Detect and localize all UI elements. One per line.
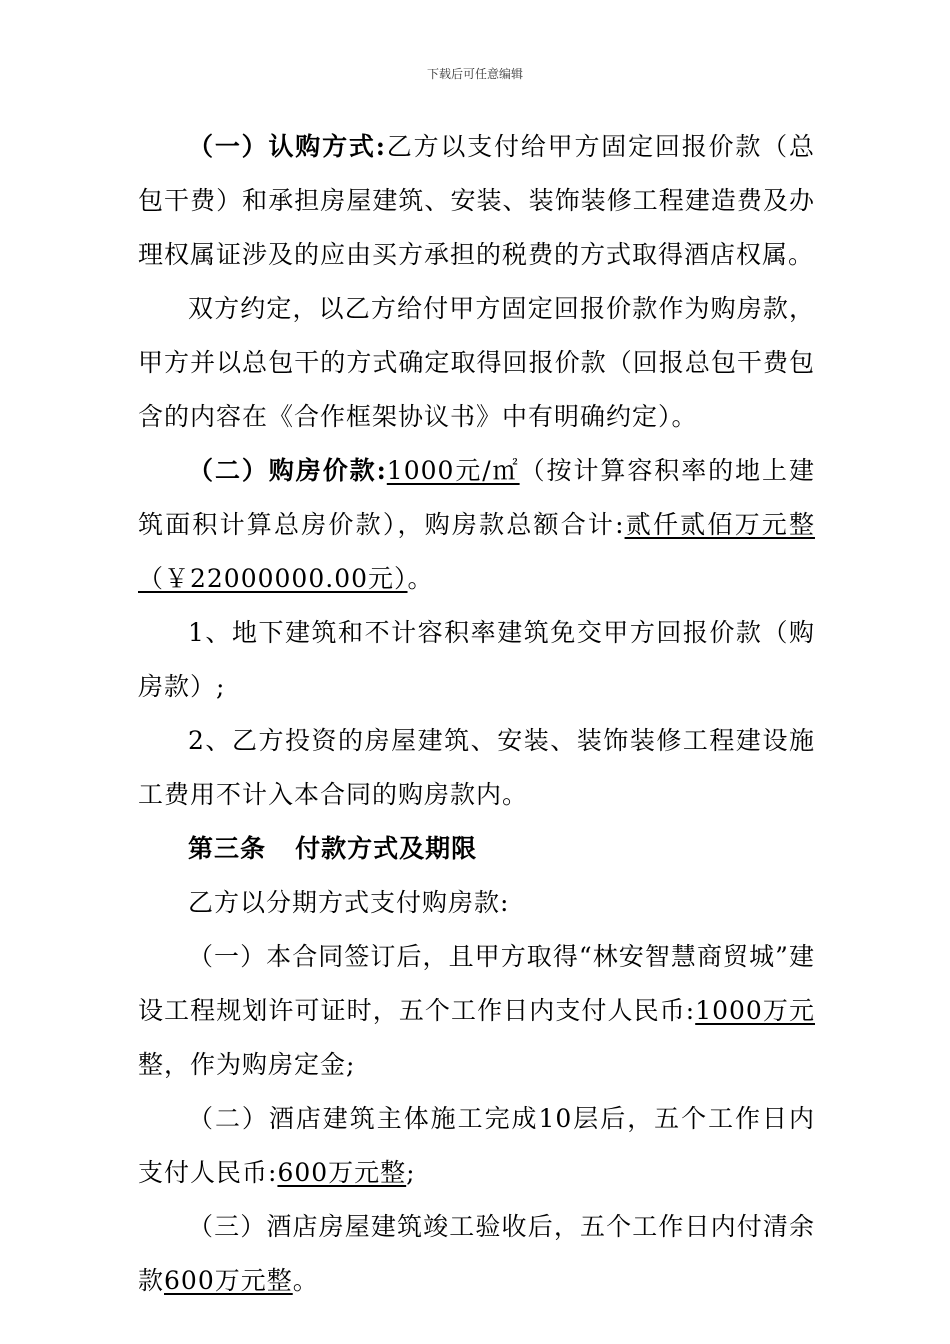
payment-amount: 1000万元 — [695, 996, 815, 1025]
unit-price: 1000元/㎡ — [386, 456, 520, 485]
list-item-construction-cost — [138, 714, 815, 822]
list-item-underground — [138, 606, 815, 714]
total-amount-number: （￥22000000.00元） — [138, 564, 408, 593]
clause-label: （二）购房价款: — [188, 456, 387, 485]
payment-end: 整，作为购房定金; — [138, 1050, 356, 1079]
payment-amount: 600万元整 — [164, 1266, 293, 1295]
clause-purchase-price — [138, 444, 815, 606]
payment-3 — [138, 1200, 815, 1308]
page-header: 下载后可任意编辑 — [426, 67, 523, 81]
list-item-text: 2、乙方投资的房屋建筑、安装、装饰装修工程建设施工费用不计入本合同的购房款内。 — [138, 726, 815, 809]
clause-text: （按计算容积率的地上建筑面积计算总房价款），购房款总额合计: — [138, 456, 815, 539]
clause-subscription-method — [138, 120, 815, 282]
payment-2 — [138, 1092, 815, 1200]
paragraph-agreement — [138, 282, 815, 444]
clause-end: 。 — [407, 564, 434, 593]
paragraph-text: 乙方以分期方式支付购房款: — [188, 888, 510, 917]
paragraph-text: 双方约定，以乙方给付甲方固定回报价款作为购房款，甲方并以总包干的方式确定取得回报价款（回报总包干费包含的内容在《合作框架协议书》中有明确约定）。 — [138, 294, 815, 431]
payment-1 — [138, 930, 815, 1092]
total-amount-chinese: 贰仟贰佰万元整 — [624, 510, 815, 539]
clause-label: （一）认购方式: — [188, 132, 386, 161]
payment-text: （二）酒店建筑主体施工完成10层后，五个工作日内支付人民币: — [138, 1104, 815, 1187]
article-3-heading — [138, 822, 815, 876]
paragraph-installments — [138, 876, 815, 930]
payment-text: （三）酒店房屋建筑竣工验收后，五个工作日内付清余款 — [138, 1212, 815, 1295]
clause-text: 乙方以支付给甲方固定回报价款（总包干费）和承担房屋建筑、安装、装饰装修工程建造费及办理权属证涉及的应由买方承担的税费的方式取得酒店权属。 — [138, 132, 815, 269]
article-title: 第三条 付款方式及期限 — [188, 834, 478, 863]
list-item-text: 1、地下建筑和不计容积率建筑免交甲方回报价款（购房款）; — [138, 618, 815, 701]
payment-end: 。 — [292, 1266, 319, 1295]
document-body — [138, 120, 815, 1308]
payment-end: ; — [406, 1158, 416, 1187]
payment-text: （一）本合同签订后，且甲方取得“林安智慧商贸城”建设工程规划许可证时，五个工作日内支付人民币: — [138, 942, 815, 1025]
payment-amount: 600万元整 — [277, 1158, 407, 1187]
